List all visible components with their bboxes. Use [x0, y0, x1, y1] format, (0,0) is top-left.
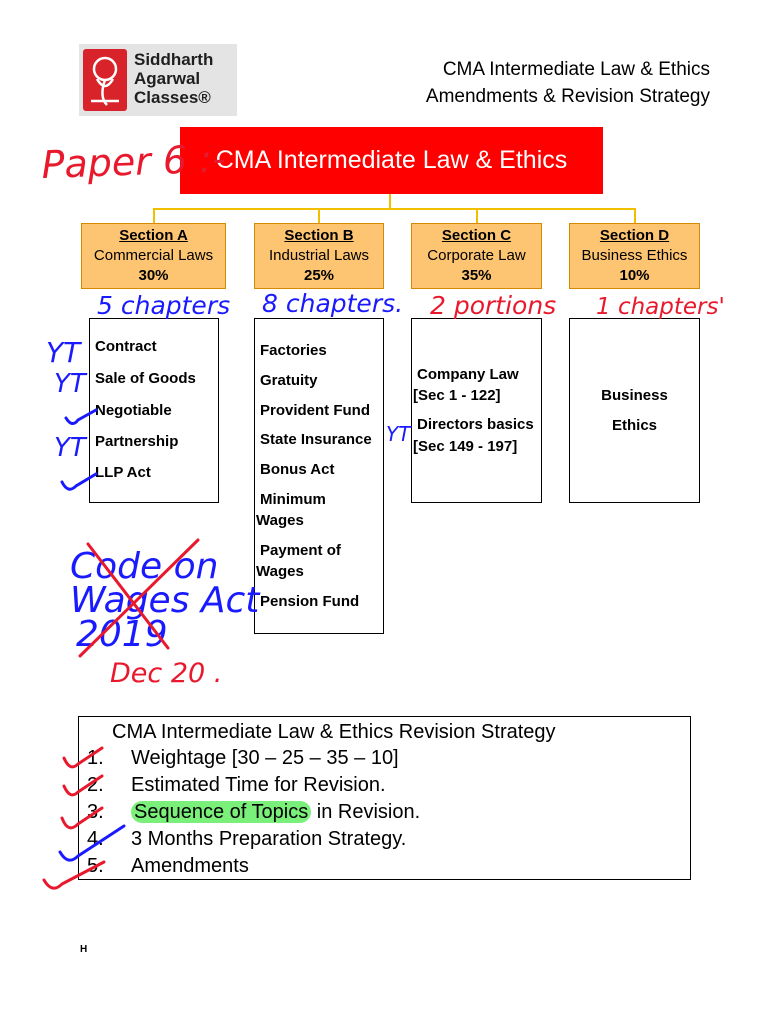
section-b-header [254, 223, 384, 289]
strategy-item [87, 747, 399, 770]
chapters-d-annotation: 1 chapters' [596, 294, 725, 320]
logo-line: Siddharth [134, 50, 214, 69]
topic-item: Provident Fund [260, 402, 370, 419]
connector-bar [153, 208, 636, 210]
strategy-title: CMA Intermediate Law & Ethics Revision Strategy [112, 721, 556, 743]
paper-title-box [180, 127, 603, 194]
cross-out-icon [80, 540, 198, 656]
ganesha-emblem-icon [83, 49, 127, 111]
footer-mark: H [80, 944, 88, 955]
portions-annotation: 2 portions [430, 291, 557, 320]
section-d-header [569, 223, 700, 289]
code-annotation-line3: 2019 [76, 614, 168, 655]
topic-item: LLP Act [95, 464, 151, 481]
item-text: 3 Months Preparation Strategy. [131, 828, 407, 850]
section-b-topics [254, 318, 384, 634]
topic-item: Wages [256, 512, 304, 529]
item-number: 1. [87, 747, 104, 769]
topic-item: Directors basics [417, 416, 534, 433]
section-weight: 10% [619, 267, 650, 284]
topic-item: [Sec 149 - 197] [413, 438, 518, 455]
yt-mark: YT [54, 433, 86, 463]
strategy-item [87, 855, 249, 878]
connector-d [634, 208, 636, 223]
strategy-item [87, 828, 406, 851]
section-name: Industrial Laws [268, 247, 370, 264]
logo-line: Classes® [134, 88, 211, 107]
section-title: Section C [441, 227, 512, 244]
paper-annotation: Paper 6 :- [40, 136, 227, 187]
page-header [426, 56, 710, 110]
highlighted-text: Sequence of Topics [131, 801, 311, 823]
topic-item: Bonus Act [260, 461, 335, 478]
strategy-item [87, 801, 420, 824]
item-text: Amendments [131, 855, 249, 877]
connector-trunk [389, 194, 391, 208]
section-c-topics [411, 318, 542, 503]
topic-item: Business [601, 387, 668, 404]
item-text: Weightage [30 – 25 – 35 – 10] [131, 747, 399, 769]
item-number: 3. [87, 801, 104, 823]
revision-strategy-box [78, 716, 691, 880]
section-title: Section A [119, 227, 188, 244]
section-weight: 30% [138, 267, 169, 284]
topic-item: Negotiable [95, 402, 172, 419]
topic-item: Partnership [95, 433, 179, 450]
item-number: 5. [87, 855, 104, 877]
section-weight: 35% [461, 267, 492, 284]
paper-title: CMA Intermediate Law & Ethics [215, 146, 568, 174]
header-title-line: CMA Intermediate Law & Ethics [442, 59, 710, 80]
section-d-topics [569, 318, 700, 503]
yt-mark: YT [386, 422, 411, 446]
item-text: Estimated Time for Revision. [131, 774, 386, 796]
section-a-header [81, 223, 226, 289]
topic-item: Gratuity [260, 372, 318, 389]
topic-item: Payment of [260, 542, 341, 559]
topic-item: [Sec 1 - 122] [413, 387, 501, 404]
topic-item: Company Law [417, 366, 519, 383]
item-number: 4. [87, 828, 104, 850]
topic-item: Wages [256, 563, 304, 580]
section-name: Corporate Law [427, 247, 526, 264]
yt-mark: YT [54, 369, 86, 399]
code-annotation-line1: Code on [70, 546, 219, 587]
section-a-topics [89, 318, 219, 503]
code-annotation-line2: Wages Act [70, 580, 260, 621]
topic-item: Ethics [611, 417, 657, 434]
cross-out-icon [88, 544, 168, 648]
topic-item: Contract [95, 338, 157, 355]
logo-line: Agarwal [134, 69, 201, 88]
yt-mark: YT [46, 336, 81, 369]
topic-item: State Insurance [260, 431, 372, 448]
connector-c [476, 208, 478, 223]
header-subtitle-line: Amendments & Revision Strategy [425, 86, 710, 107]
chapters-b-annotation: 8 chapters. [262, 289, 404, 318]
brand-logo [79, 44, 237, 116]
topic-item: Sale of Goods [95, 370, 196, 387]
section-title: Section B [284, 227, 354, 244]
topic-item: Minimum [260, 491, 326, 508]
topic-item: Factories [260, 342, 327, 359]
connector-a [153, 208, 155, 223]
topic-item: Pension Fund [260, 593, 360, 610]
item-number: 2. [87, 774, 104, 796]
connector-b [318, 208, 320, 223]
section-title: Section D [599, 227, 670, 244]
item-text: in Revision. [311, 801, 421, 823]
section-name: Commercial Laws [93, 247, 214, 264]
logo-wordmark [134, 50, 213, 107]
section-name: Business Ethics [581, 247, 688, 264]
chapters-a-annotation: 5 chapters [97, 291, 231, 320]
section-weight: 25% [303, 267, 335, 284]
dec-annotation: Dec 20 . [110, 658, 223, 689]
strategy-item [87, 774, 386, 797]
section-c-header [411, 223, 542, 289]
